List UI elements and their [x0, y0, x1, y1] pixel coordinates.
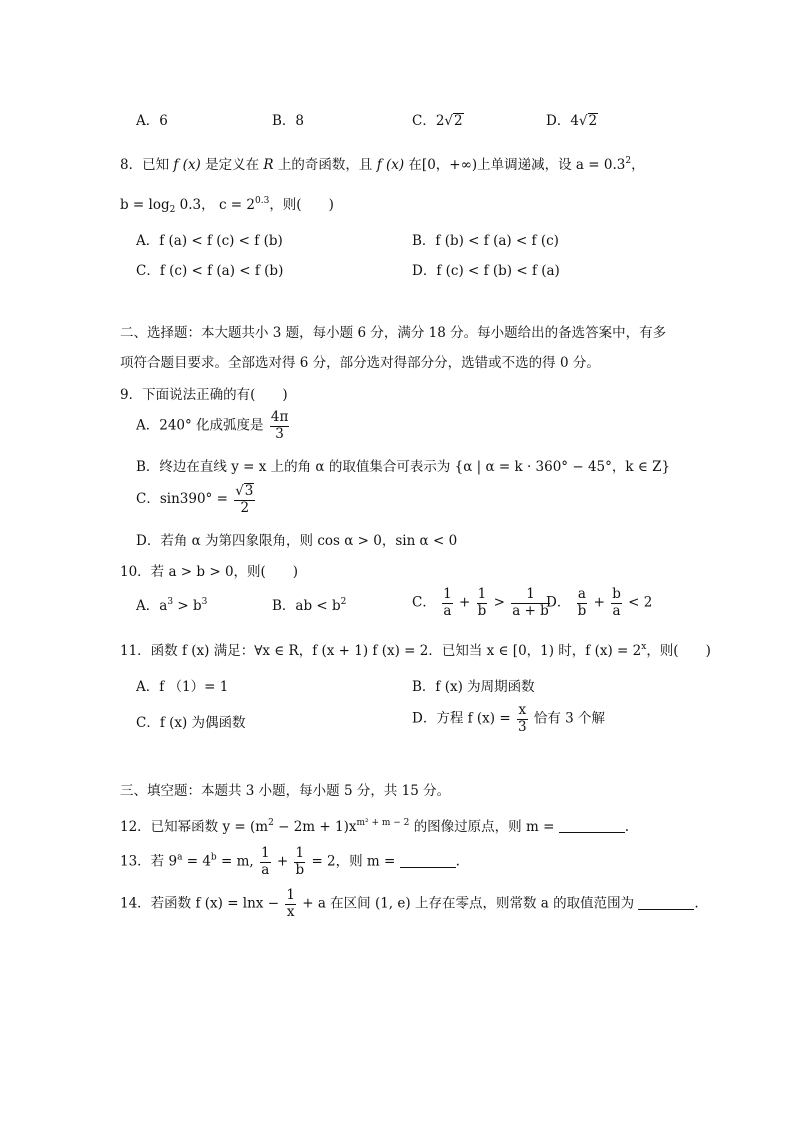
q12-answer-blank[interactable] — [559, 832, 625, 833]
q13-answer-blank[interactable] — [400, 867, 456, 868]
q11-option-c: C．f (x) 为偶函数 — [136, 715, 246, 731]
q9-option-a: A．240° 化成弧度是 $\frac{4\pi}{3}$ — [136, 409, 289, 442]
q11-option-a: A．f （1）= 1 — [136, 679, 229, 695]
q11-stem: 11．函数 f (x) 满足：∀x ∈ R，f (x + 1) f (x) = 2．已知当 x ∈ [0，1) 时，f $(x) = 2^x$，则( ) — [120, 642, 711, 659]
section3-title: 三、填空题：本题共 3 小题，每小题 5 分，共 15 分。 — [120, 783, 451, 799]
q7-option-a: A．6 — [136, 113, 168, 129]
q13-question: 13．若 $9^a = 4^b = m$, $\frac{1}{a}$ + $\frac{1}{b}$ = 2，则 m = . — [120, 845, 460, 878]
q11-option-b: B．f (x) 为周期函数 — [412, 679, 535, 695]
q10-option-a: A．$a^3 > b^3$ — [136, 597, 208, 614]
q8-stem-line1: 8．已知 f (x) 是定义在 R 上的奇函数，且 f (x) 在[0，+∞)上单调递减，设 $a = 0.3^2$， — [120, 156, 645, 173]
q8-option-c: C．f (c) < f (a) < f (b) — [136, 263, 284, 279]
q9-option-d: D．若角 α 为第四象限角，则 cos α > 0，sin α < 0 — [136, 533, 458, 549]
section2-instructions-line1: 二、选择题：本大题共小 3 题，每小题 6 分，满分 18 分。每小题给出的备选答案中，有多 — [120, 325, 667, 341]
section2-instructions-line2: 项符合题目要求。全部选对得 6 分，部分选对得部分分，选错或不选的得 0 分。 — [120, 355, 600, 371]
q8-stem-line2: $b = \log_2 0.3$， $c = 2^{0.3}$，则( ) — [120, 196, 334, 215]
q8-option-b: B．f (b) < f (a) < f (c) — [412, 233, 559, 249]
q10-stem: 10．若 a > b > 0，则( ) — [120, 564, 299, 580]
q9-option-c: C．sin390° = $\frac{√3}{2}$ — [136, 483, 254, 516]
q9-option-b: B．终边在直线 y = x 上的角 α 的取值集合可表示为 {α | α = k · 360° − 45°，k ∈ Z} — [136, 459, 671, 475]
q10-option-b: B．ab < $b^2$ — [272, 597, 347, 614]
q8-option-a: A．f (a) < f (c) < f (b) — [136, 233, 283, 249]
q12-question: 12．已知幂函数 $y = (m^2 - 2m + 1)x^{m^2 + m - 2}$ 的图像过原点，则 m = . — [120, 818, 629, 835]
q7-option-d: D．4√2 — [546, 113, 598, 129]
q10-option-c: C． $\frac{1}{a}$ + $\frac{1}{b}$ > $\frac{1}{a + b}$ — [412, 586, 549, 619]
q9-stem: 9．下面说法正确的有( ) — [120, 387, 288, 403]
q7-option-c: C．2√2 — [412, 113, 463, 129]
q11-option-d: D．方程 f (x) = $\frac{x}{3}$ 恰有 3 个解 — [412, 702, 606, 735]
q10-option-d: D． $\frac{a}{b}$ + $\frac{b}{a}$ < 2 — [546, 586, 653, 619]
q7-option-b: B．8 — [272, 113, 305, 129]
q14-question: 14．若函数 f (x) = lnx − $\frac{1}{x}$ + a 在区间 (1, e) 上存在零点，则常数 a 的取值范围为 . — [120, 887, 699, 920]
q14-answer-blank[interactable] — [638, 909, 694, 910]
q8-option-d: D．f (c) < f (b) < f (a) — [412, 263, 560, 279]
